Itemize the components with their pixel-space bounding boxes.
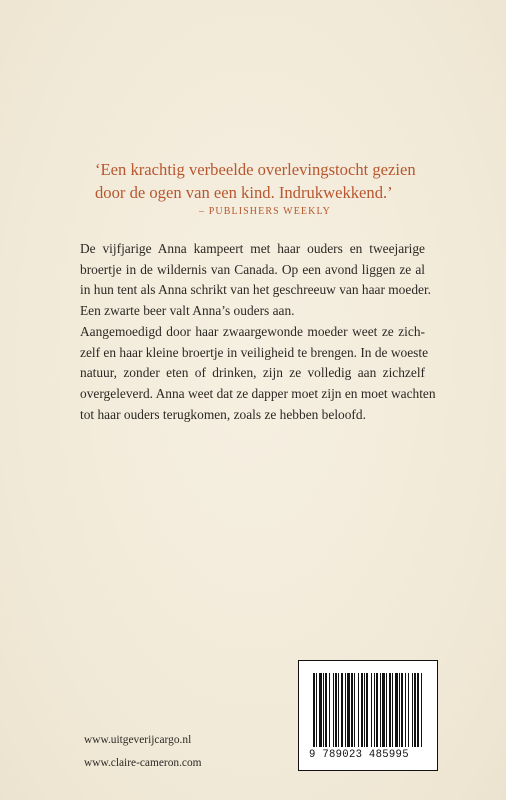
isbn-barcode (298, 660, 438, 771)
blurb-line: overgeleverd. Anna weet dat ze dapper moet zijn en moet wachten (80, 385, 436, 401)
author-website-link[interactable]: www.claire-cameron.com (84, 757, 202, 769)
book-blurb (80, 239, 436, 425)
publisher-website-link[interactable]: www.uitgeverijcargo.nl (84, 734, 192, 746)
quote-line-1: ‘Een krachtig verbeelde overlevingstocht gezien (95, 160, 416, 179)
blurb-line: tot haar ouders terugkomen, zoals ze hebben beloofd. (80, 406, 366, 422)
blurb-line: zelf en haar kleine broertje in veiligheid te brengen. In de woeste (80, 344, 429, 360)
blurb-line: Een zwarte beer valt Anna’s ouders aan. (80, 303, 295, 319)
blurb-line: broertje in de wildernis van Canada. Op een avond liggen ze al (80, 261, 425, 277)
blurb-line: Aangemoedigd door haar zwaargewonde moeder weet ze zich- (80, 323, 425, 339)
blurb-line: in hun tent als Anna schrikt van het geschreeuw van haar moeder. (80, 282, 432, 298)
barcode-bars (309, 673, 429, 747)
review-quote (95, 158, 425, 204)
blurb-line: natuur, zonder eten of drinken, zijn ze volledig aan zichzelf (80, 365, 425, 381)
quote-line-2: door de ogen van een kind. Indrukwekkend.’ (95, 183, 393, 202)
isbn-number: 9 789023 485995 (309, 749, 409, 761)
blurb-line: De vijfjarige Anna kampeert met haar ouders en tweejarige (80, 241, 425, 256)
website-links (84, 729, 202, 775)
quote-attribution: – PUBLISHERS WEEKLY (199, 206, 331, 217)
